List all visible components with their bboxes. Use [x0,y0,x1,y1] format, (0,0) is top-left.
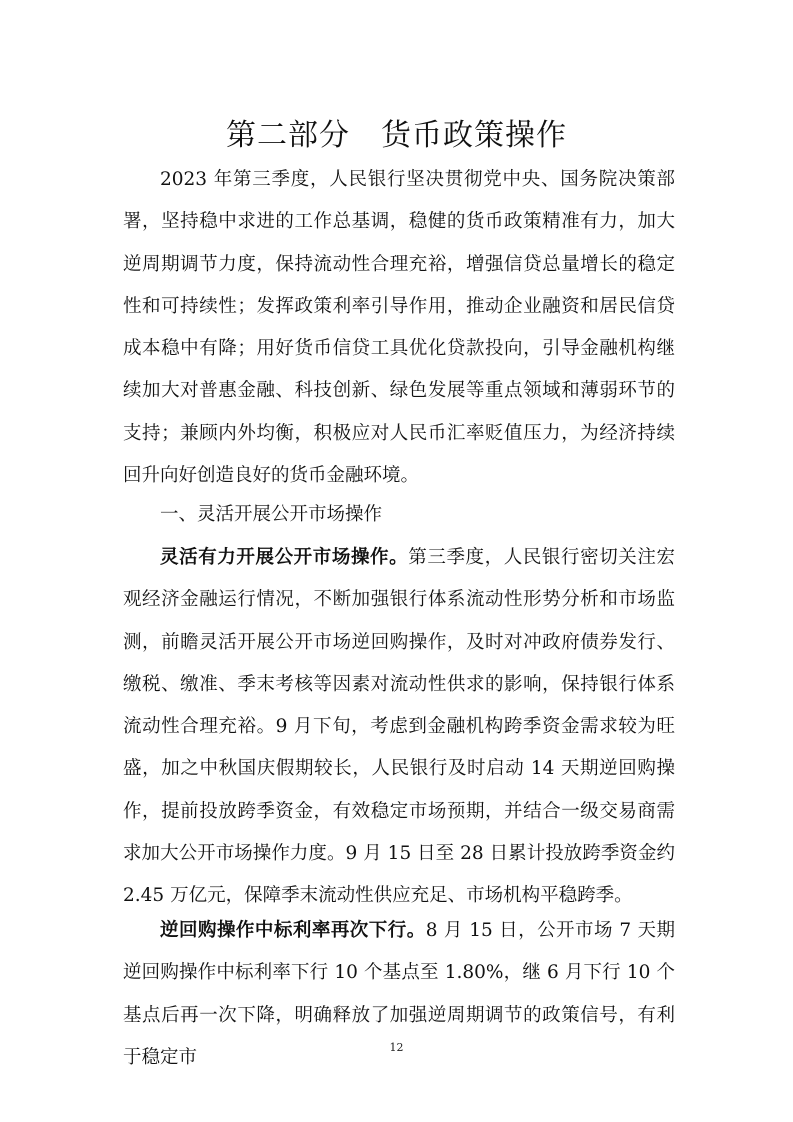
paragraph-lead: 灵活有力开展公开市场操作。 [160,547,409,568]
paragraph-lead: 逆回购操作中标利率再次下行。 [160,920,426,941]
paragraph-body: 8 月 15 日，公开市场 7 天期逆回购操作中标利率下行 10 个基点至 1.80%，继 6 月下行 10 个基点后再一次下降，明确释放了加强逆周期调节的政策信号，有利于稳定市 [123,920,675,1068]
section-heading: 一、灵活开展公开市场操作 [160,504,383,525]
paragraph-open-market-operations [123,537,675,918]
page-number: 12 [389,1041,404,1054]
page-title: 第二部分 货币政策操作 [226,118,567,154]
intro-paragraph: 2023 年第三季度，人民银行坚决贯彻党中央、国务院决策部署，坚持稳中求进的工作总基调，稳健的货币政策精准有力，加大逆周期调节力度，保持流动性合理充裕，增强信贷总量增长的稳定性和可持续性；发挥政策利率引导作用，推动企业融资和居民信贷成本稳中有降；用好货币信贷工具优化贷款投向，引导金融机构继续加大对普惠金融、科技创新、绿色发展等重点领域和薄弱环节的支持；兼顾内外均衡，积极应对人民币汇率贬值压力，为经济持续回升向好创造良好的货币金融环境。 [123,169,675,487]
paragraph-body: 第三季度，人民银行密切关注宏观经济金融运行情况，不断加强银行体系流动性形势分析和市场监测，前瞻灵活开展公开市场逆回购操作，及时对冲政府债券发行、缴税、缴准、季末考核等因素对流动性供求的影响，保持银行体系流动性合理充裕。9 月下旬，考虑到金融机构跨季资金需求较为旺盛，加之中秋国庆假期较长，人民银行及时启动 14 天期逆回购操作，提前投放跨季资金，有效稳定市场预期，并结合一级交易商需求加大公开市场操作力度。9 月 15 日至 28 日累计投放跨季资金约 2.45 万亿元，保障季末流动性供应充足、市场机构平稳跨季。 [123,547,675,907]
